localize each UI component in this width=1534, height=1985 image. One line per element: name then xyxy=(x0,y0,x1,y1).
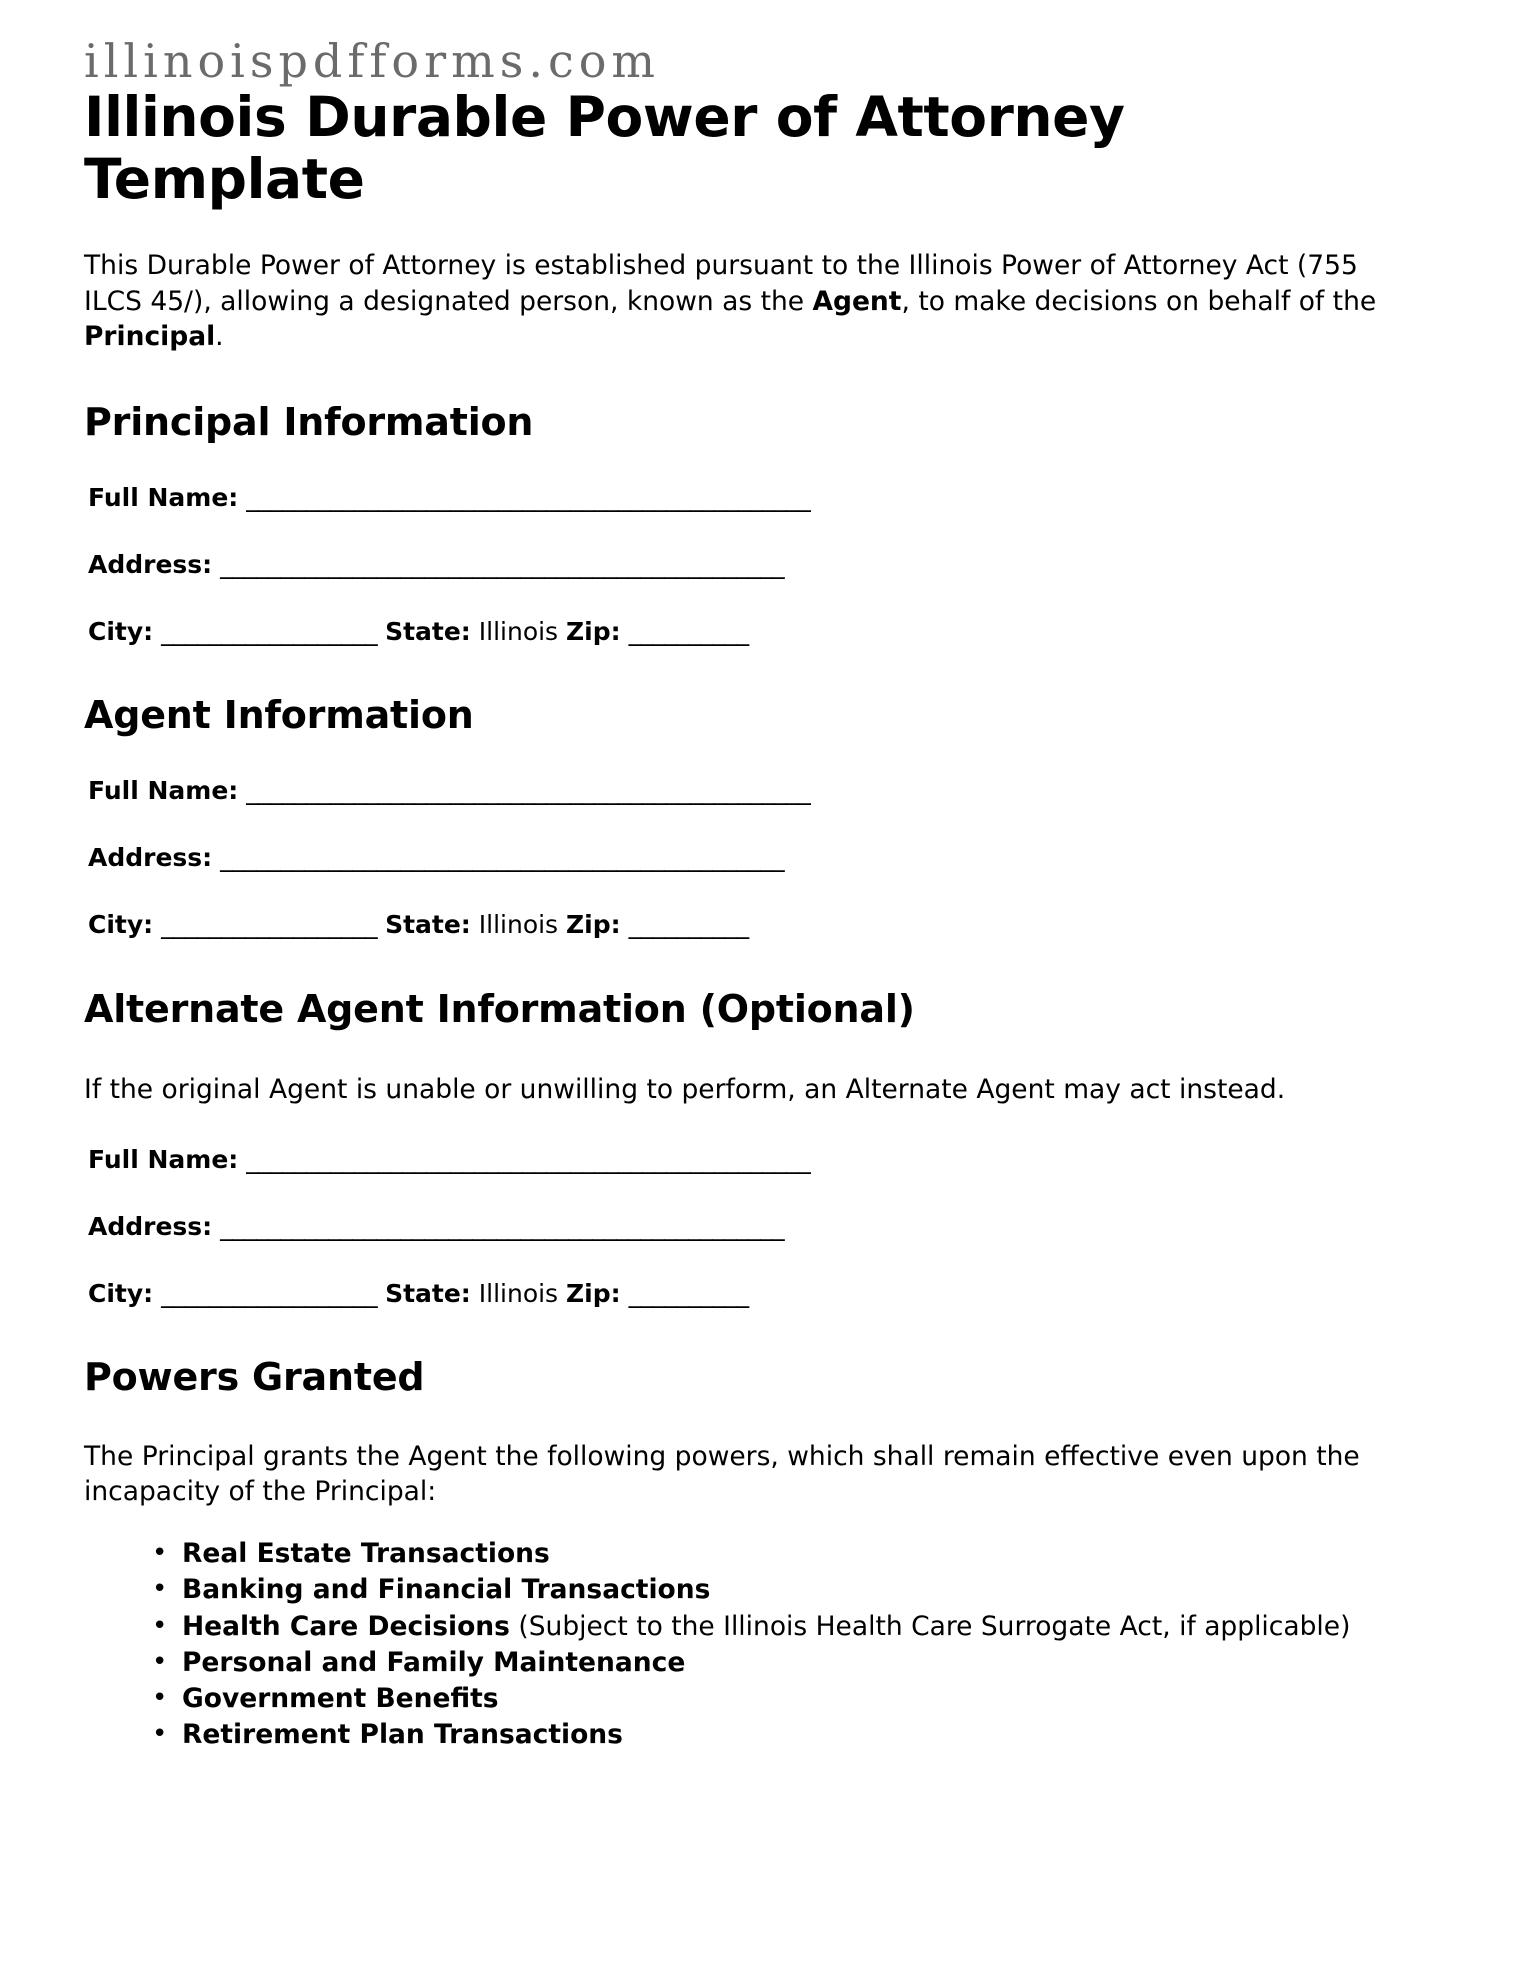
list-item xyxy=(152,1718,1382,1751)
powers-list xyxy=(82,1537,1424,1751)
section-heading-agent-information: Agent Information xyxy=(84,693,474,738)
site-watermark: illinoispdfforms.com xyxy=(84,34,661,88)
principal-full-name-blank[interactable]: _______________________________________________ xyxy=(246,482,811,512)
agent-full-name-blank[interactable]: _______________________________________________ xyxy=(246,775,811,805)
list-item xyxy=(152,1682,1382,1715)
agent-address-blank[interactable]: _______________________________________________ xyxy=(220,843,785,873)
principal-state-label: State: xyxy=(385,617,471,647)
alternate-agent-city-state-zip-row xyxy=(88,1278,1424,1309)
alternate-agent-full-name-label: Full Name: xyxy=(88,1144,239,1174)
list-item-title: Real Estate Transactions xyxy=(182,1538,550,1570)
principal-address-label: Address: xyxy=(88,549,213,579)
alternate-agent-zip-label: Zip: xyxy=(566,1279,621,1308)
list-item-note: (Subject to the Illinois Health Care Surrogate Act, if applicable) xyxy=(509,1610,1351,1642)
agent-full-name-row xyxy=(88,775,1424,806)
list-item-title: Banking and Financial Transactions xyxy=(182,1574,711,1606)
principal-address-blank[interactable]: _______________________________________________ xyxy=(220,549,785,579)
alternate-agent-city-label: City: xyxy=(88,1279,154,1308)
list-item xyxy=(152,1537,1382,1570)
agent-address-label: Address: xyxy=(88,843,213,873)
list-item xyxy=(152,1610,1382,1643)
intro-text-part2: , to make decisions on behalf of the xyxy=(901,285,1377,317)
intro-agent-bold: Agent xyxy=(812,285,902,317)
principal-city-blank[interactable]: __________________ xyxy=(161,617,378,647)
alternate-agent-full-name-row xyxy=(88,1144,1424,1175)
agent-address-row xyxy=(88,842,1424,873)
alternate-agent-zip-blank[interactable]: __________ xyxy=(628,1279,749,1308)
alternate-agent-state-label: State: xyxy=(385,1279,471,1308)
intro-text-part1: This Durable Power of Attorney is established pursuant to the Illinois Power of Attorney Act (755 ILCS 45/), allowing a designated person, known as the xyxy=(84,250,1358,317)
principal-full-name-label: Full Name: xyxy=(88,482,239,512)
list-item-title: Retirement Plan Transactions xyxy=(182,1718,623,1750)
principal-zip-label: Zip: xyxy=(566,617,621,647)
agent-full-name-label: Full Name: xyxy=(88,775,239,805)
agent-city-label: City: xyxy=(88,910,154,940)
agent-zip-label: Zip: xyxy=(566,910,621,940)
agent-state-label: State: xyxy=(385,910,471,940)
principal-zip-blank[interactable]: __________ xyxy=(628,617,749,647)
agent-city-state-zip-row xyxy=(88,909,1424,940)
intro-paragraph xyxy=(84,248,1424,354)
principal-city-state-zip-row xyxy=(88,616,1424,647)
alternate-agent-address-row xyxy=(88,1211,1424,1242)
agent-city-blank[interactable]: __________________ xyxy=(161,910,378,940)
principal-full-name-row xyxy=(88,482,1424,513)
intro-text-part3: . xyxy=(215,320,224,352)
list-item-title: Personal and Family Maintenance xyxy=(182,1646,686,1678)
alternate-agent-state-value: Illinois xyxy=(478,1279,559,1308)
list-item xyxy=(152,1646,1382,1679)
alternate-agent-address-blank[interactable]: _______________________________________________ xyxy=(220,1211,785,1241)
agent-state-value: Illinois xyxy=(478,910,559,940)
list-item xyxy=(152,1573,1382,1606)
section-heading-principal-information: Principal Information xyxy=(84,399,534,444)
alternate-agent-note: If the original Agent is unable or unwilling to perform, an Alternate Agent may act instead. xyxy=(84,1074,1286,1106)
section-heading-powers-granted: Powers Granted xyxy=(84,1355,425,1400)
principal-state-value: Illinois xyxy=(478,617,559,647)
list-item-title: Health Care Decisions xyxy=(182,1610,510,1642)
alternate-agent-full-name-blank[interactable]: _______________________________________________ xyxy=(246,1144,811,1174)
powers-intro-paragraph: The Principal grants the Agent the following powers, which shall remain effective even upon the incapacity of the Principal: xyxy=(84,1440,1360,1508)
intro-principal-bold: Principal xyxy=(84,320,216,352)
agent-zip-blank[interactable]: __________ xyxy=(628,910,749,940)
alternate-agent-city-blank[interactable]: __________________ xyxy=(161,1279,378,1308)
list-item-title: Government Benefits xyxy=(182,1682,499,1714)
principal-city-label: City: xyxy=(88,617,154,647)
section-heading-alternate-agent-information: Alternate Agent Information (Optional) xyxy=(84,986,915,1031)
principal-address-row xyxy=(88,549,1424,580)
page-title: Illinois Durable Power of Attorney Template xyxy=(84,85,1125,212)
alternate-agent-address-label: Address: xyxy=(88,1211,213,1241)
